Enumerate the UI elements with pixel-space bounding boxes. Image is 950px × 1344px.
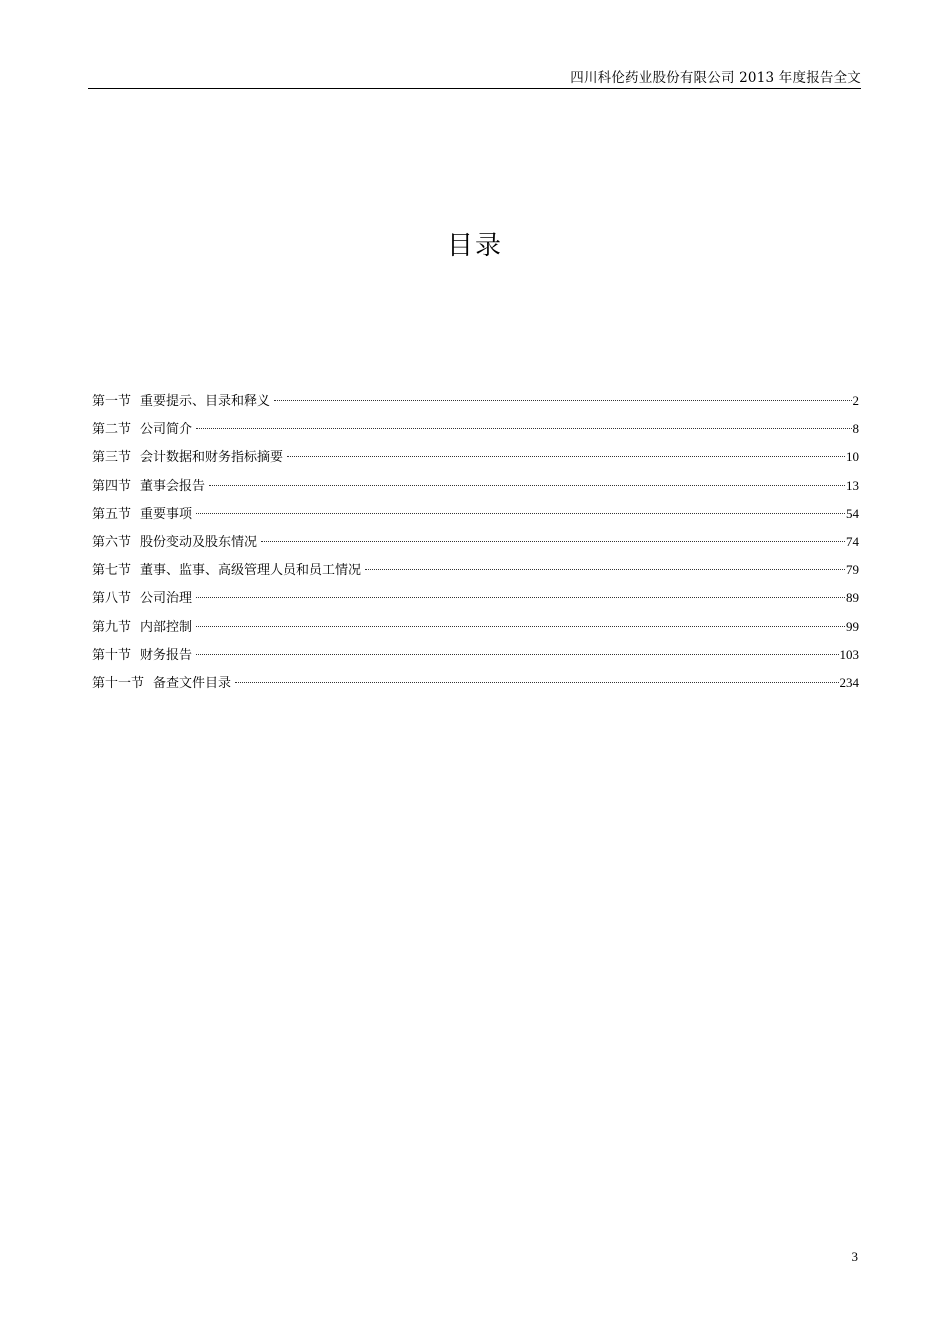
toc-entry-page: 8 bbox=[852, 421, 859, 437]
toc-entry-label: 董事会报告 bbox=[140, 478, 206, 494]
toc-leader-dots bbox=[196, 513, 845, 514]
toc-entry-number: 第一节 bbox=[92, 394, 132, 409]
toc-entry[interactable] bbox=[92, 446, 859, 474]
toc-leader-dots bbox=[196, 626, 845, 627]
toc-entry-label: 公司治理 bbox=[140, 591, 193, 607]
toc-entry[interactable] bbox=[92, 475, 859, 503]
toc-entry-label: 公司简介 bbox=[140, 422, 193, 438]
toc-leader-dots bbox=[196, 654, 838, 655]
toc-entry-page: 54 bbox=[846, 505, 859, 521]
page-title: 目录 bbox=[446, 231, 503, 261]
toc-entry-page: 89 bbox=[846, 590, 859, 606]
toc-entry[interactable] bbox=[92, 587, 859, 615]
toc-leader-dots bbox=[274, 400, 851, 401]
toc-entry[interactable] bbox=[92, 390, 859, 418]
toc-entry-page: 2 bbox=[852, 393, 859, 408]
toc-entry[interactable] bbox=[92, 644, 859, 672]
page-number: 3 bbox=[851, 1249, 858, 1264]
toc-entry-label: 重要提示、目录和释义 bbox=[140, 394, 271, 409]
toc-entry-page: 79 bbox=[846, 562, 859, 578]
toc-entry-label: 股份变动及股东情况 bbox=[140, 534, 258, 550]
toc-entry-label: 备查文件目录 bbox=[153, 675, 232, 691]
toc-entry-number: 第十一节 bbox=[92, 675, 145, 691]
toc-entry-number: 第六节 bbox=[92, 534, 132, 550]
toc-entry-page: 13 bbox=[846, 477, 859, 493]
toc-entry-page: 234 bbox=[839, 674, 859, 690]
page-header bbox=[88, 62, 861, 89]
toc-entry-page: 103 bbox=[839, 646, 859, 662]
toc-entry-number: 第七节 bbox=[92, 563, 132, 579]
toc-entry[interactable] bbox=[92, 418, 859, 446]
toc-entry-number: 第五节 bbox=[92, 506, 132, 522]
toc-entry-number: 第二节 bbox=[92, 422, 132, 438]
toc-entry-label: 重要事项 bbox=[140, 506, 193, 522]
toc-leader-dots bbox=[261, 541, 845, 542]
toc-entry[interactable] bbox=[92, 672, 859, 700]
toc-entry-label: 董事、监事、高级管理人员和员工情况 bbox=[140, 563, 362, 579]
toc-entry[interactable] bbox=[92, 531, 859, 559]
table-of-contents bbox=[92, 390, 859, 700]
header-title: 四川科伦药业股份有限公司 2013 年度报告全文 bbox=[570, 70, 861, 86]
toc-entry-page: 74 bbox=[846, 533, 859, 549]
toc-entry-label: 财务报告 bbox=[140, 647, 193, 663]
toc-leader-dots bbox=[235, 682, 838, 683]
toc-entry-number: 第九节 bbox=[92, 619, 132, 635]
toc-entry-label: 内部控制 bbox=[140, 619, 193, 635]
toc-entry-number: 第四节 bbox=[92, 478, 132, 494]
toc-leader-dots bbox=[365, 569, 845, 570]
toc-entry-number: 第十节 bbox=[92, 647, 132, 663]
toc-entry-label: 会计数据和财务指标摘要 bbox=[140, 450, 284, 466]
toc-entry[interactable] bbox=[92, 616, 859, 644]
toc-leader-dots bbox=[196, 597, 845, 598]
toc-entry-page: 99 bbox=[846, 618, 859, 634]
toc-entry[interactable] bbox=[92, 503, 859, 531]
toc-entry-number: 第三节 bbox=[92, 450, 132, 466]
toc-leader-dots bbox=[196, 428, 851, 429]
toc-entry[interactable] bbox=[92, 559, 859, 587]
toc-entry-page: 10 bbox=[846, 449, 859, 465]
toc-leader-dots bbox=[209, 485, 845, 486]
toc-entry-number: 第八节 bbox=[92, 591, 132, 607]
toc-leader-dots bbox=[287, 456, 845, 457]
